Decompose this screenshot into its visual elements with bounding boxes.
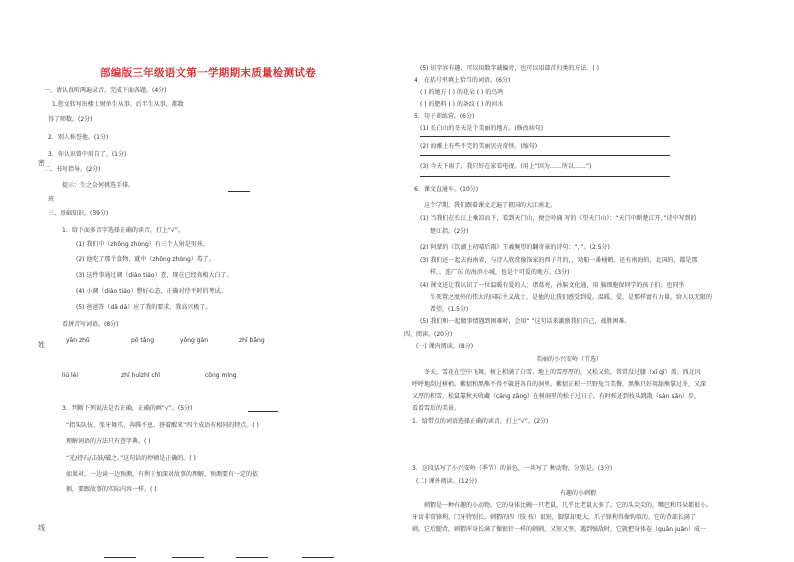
- passage2-line: 牙齿非常锋利，门牙特别长。刺猬的四（肢 枝）很短，脚掌却更大，爪子锋利得像钩似的。它的背部长满了: [412, 514, 696, 521]
- pinyin-instruction: 看拼音写词语。(8分): [62, 321, 119, 328]
- answer-line: [104, 557, 136, 558]
- passage2-line: 刺猬是一种有趣的小动物。它的身体比碗一只老鼠，几乎比老鼠大多了。它的头尖尖的，嘴巴和耳朵都很小。: [424, 502, 713, 509]
- lesson-q4-cont: 生死置之度外的伟大的国际主义战士，是他的让我们感受到爱，温暖，爱，是那样富有力量。给人以无限的: [430, 294, 713, 301]
- lesson-q4-cont2: 希望。(1.5分): [430, 306, 469, 313]
- polyphone-4: (4) 小调（diào tiáo）整好心态，正确对待平时的考试。: [76, 288, 227, 295]
- listening-q3: 3．你认识曾中用自了。(1分): [48, 151, 127, 158]
- polyphone-5: (5) 爸爸答（dā dá）应了我的要求，我高兴极了。: [76, 304, 212, 311]
- page-title: 部编版三年级语文第一学期期末质量检测试卷: [100, 67, 316, 79]
- sentence-2: (2) 海滩上有些不完的美丽贝壳奇怪。(缩句): [420, 143, 538, 150]
- judge-3: “光/持石/击鼓/破之。”这句话的停顿是正确的。( ): [66, 455, 196, 462]
- pinyin-item: cōng míng: [205, 372, 237, 379]
- fill-row-2: ( ) 的肥料 ( ) 的条纹 ( ) 的河水: [420, 101, 504, 108]
- pinyin-item: zhī bǎng: [239, 337, 265, 344]
- answer-line: [236, 557, 268, 558]
- margin-label: 姓: [38, 341, 45, 349]
- answer-line: [228, 191, 250, 192]
- pinyin-item: yān zhǔ: [66, 337, 90, 344]
- pinyin-item: yǒng gǎn: [180, 337, 209, 344]
- lesson-q1-cont: 楚江指。(2分): [430, 228, 469, 235]
- pinyin-item: pō tǎng: [131, 337, 155, 344]
- passage2-line: 刺。它后腿背，刺猬浑身长满了像银针一样的刺刺，又短又坚。遇到强敌时，它就把身体卷（quān juǎn）成一: [412, 526, 706, 533]
- fill-instruction: 4．在括号里填上恰当的词语。(6分): [414, 77, 511, 84]
- passage-title: 美丽的小兴安岭（节选）: [536, 356, 603, 363]
- sentence-section: 5．句子训练营。(6分): [414, 113, 475, 120]
- answer-line: [172, 557, 204, 558]
- margin-mark: 班: [48, 196, 55, 203]
- lesson-section: 6．课文直通车。(10分): [414, 186, 479, 193]
- lesson-q5: (5) 我们和一起做事情遇到困难时，会用“ ”这句话来激励我们自己，战胜困难。: [420, 318, 631, 325]
- reading-q3: 3．这段话写了小兴安岭（季节）的景色，一共写了 种动物，分别是。(3分): [412, 465, 613, 472]
- answer-line: [420, 176, 670, 177]
- passage-line: 呼呼地刮过树梢。紫貂和黑熊不得不躲进各自的洞里。紫貂正积一只野兔当美餐，黑熊只好用舔熊掌过冬，又深: [412, 381, 707, 388]
- judge-4: 如果对，一边读一边预测，有利于加深对故事的理解，预测要有一定的依: [66, 471, 259, 478]
- sentence-1: (1) 长白山的冬天是个美丽的地方。(修改病句): [420, 125, 544, 132]
- section-listening: 一、请认真听两遍录音，完成下面各题。(4分): [44, 87, 167, 94]
- sentence-3: (3) 今天下雨了，我只好在家看电视。(用上“因为……所以……”): [420, 163, 592, 170]
- margin-label: 线: [38, 524, 45, 532]
- answer-line: [420, 136, 670, 137]
- lesson-intro: 这个学期，我们跟着课文走遍了祖国的大江南北。: [424, 202, 557, 209]
- fill-row-1: ( ) 的她方 ( ) 的花朵 ( ) 的鸟鸣: [420, 89, 504, 96]
- judge-instruction: 3．判断下列说法是否正确，正确的画“√”。(5分): [62, 405, 193, 412]
- polyphone-3: (3) 这件事通过调（diào tiáo）查，现在已经真相大白了。: [76, 272, 233, 279]
- passage2-title: 有趣的小刺猬: [560, 490, 597, 497]
- polyphone-1: (1) 我们中（zhōng zhòng）有三个人射是男孩。: [76, 241, 209, 248]
- judge-2: 理解词语的方法只有查字典。( ): [66, 438, 151, 445]
- writing-hint: 提示：生之奈何挑选手排。: [62, 182, 135, 189]
- judge-1: “指头队伍、张牙舞爪、奔腾不息、挤着醒来”四个成语有相同的特点。( ): [66, 422, 259, 429]
- section-basics: 三、基础知识。(39分): [48, 210, 109, 217]
- listening-q2: 2．别人称誉他。(1分): [48, 134, 109, 141]
- lesson-q2: (2) 阿蒙的《饮湖上初晴后雨》王羲腕望的翻奇景的诗句：“，”。(2.5分): [420, 244, 610, 251]
- reading-q1: 1．给带点的词语选择正确的读音，打上“√”。(2分): [412, 418, 549, 425]
- reading-outer: (二) 课外阅读。(12分): [416, 478, 477, 485]
- answer-line: [420, 155, 670, 156]
- lesson-q1: (1) 当我们在长江上乘凉而下，看到天门山，便会吟诵 写的《望天门山》：“天门中断楚江开，”诗中写到的: [420, 215, 697, 222]
- listening-q1-cont: 得了师数。(2分): [48, 116, 93, 123]
- pinyin-item: liú lèi: [62, 372, 79, 379]
- answer-line: [302, 557, 334, 558]
- passage-line: 又厚的积雪。松鼠靠秋天收藏（cáng zāng）在树洞里的松子过日子，有时候还到枝头跳散（sàn sǎn）步，: [412, 393, 701, 400]
- passage-line: 看看雪后的美景。: [412, 405, 461, 412]
- judge-4-cont: 据，要跟故事的实际内容一样。( ): [66, 486, 157, 493]
- passage-line: 冬天，雪花在空中飞舞，树上积满了白雪。地上的雪厚厚的，又松又软，常常没过膝（xī qī）盖。西北风: [424, 369, 701, 376]
- reading-section: 四、阅读。(20分): [404, 331, 453, 338]
- answer-line: [248, 411, 278, 412]
- margin-label: 密: [38, 159, 45, 167]
- pinyin-item: zhī huìzhǐ chǐ: [121, 372, 161, 379]
- listening-q1: 1.您文转写出楼士财单生从事。后半生从事，都数: [52, 101, 184, 108]
- basics-q1: 1．给下面多音字选择正确的读音，打上“√”。: [62, 227, 184, 234]
- lesson-q3: (3) 我们还一起去海南省，与诗人欣赏像饰家的西子月的，，劝船一番桶鹤。还有南海的，北国的，都是那: [420, 257, 698, 264]
- polyphone-2: (2) 他吃了那个食物，就中（zhōng zhòng）毒了。: [76, 256, 215, 263]
- reading-inner: (一) 课内阅读。(8分): [416, 343, 474, 350]
- lesson-q3-cont: 样，，连广东 的海滨小城，也是个可爱的地方。(3分): [430, 269, 570, 276]
- judge-5: (5) 识字容有趣，可以用数字减偏旁，也可以用部首归类的方法。( ): [420, 65, 599, 72]
- section-writing: 二、书写指导。(2分): [44, 166, 101, 173]
- lesson-q4: (4) 课文还让我认识了一位温暖有爱的人：诸葛亮，孙膑文化通，用 脑细胞保同学的孩子们；也同坐: [420, 282, 685, 289]
